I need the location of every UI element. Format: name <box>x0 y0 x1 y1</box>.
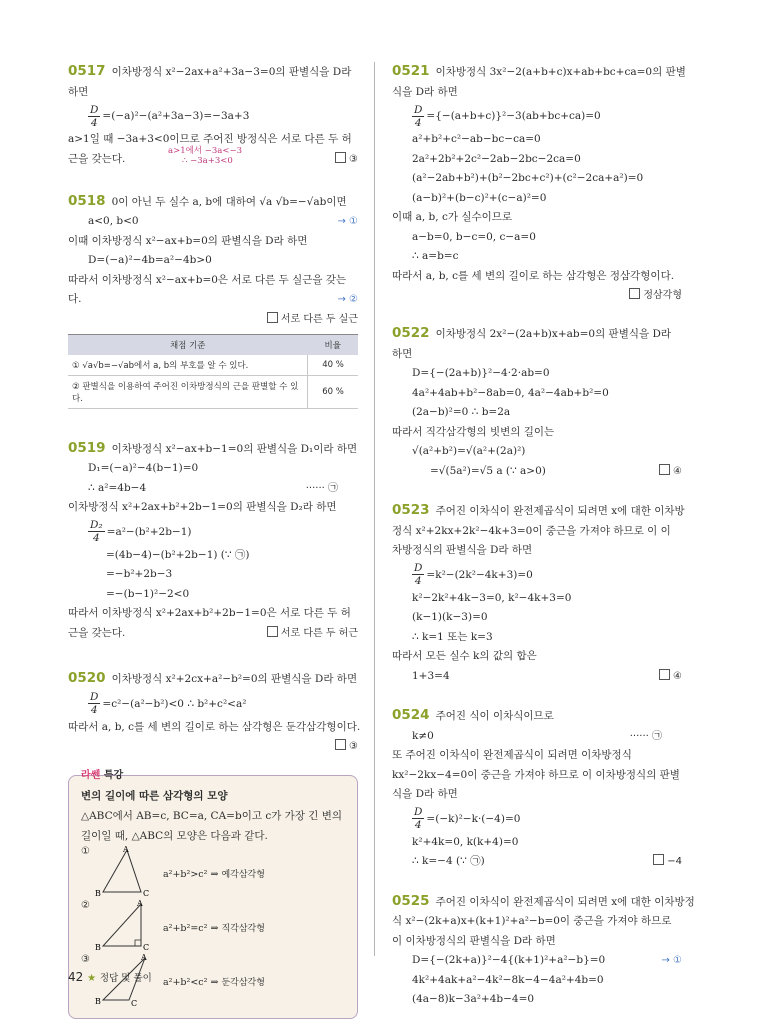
text-line: 이차방정식 x²−ax+b−1=0의 판별식을 D₁이라 하면 <box>111 442 358 455</box>
text-line: 이차방정식 2x²−(2a+b)x+ab=0의 판별식을 D라 <box>435 328 672 340</box>
text-line: 이차방정식 x²+2cx+a²−b²=0의 판별식을 D라 하면 <box>111 673 358 685</box>
text-line: a>1일 때 −3a+3<0이므로 주어진 방정식은 서로 다른 두 허 <box>68 133 352 145</box>
condition: a²+b²>c² ⇒ 예각삼각형 <box>163 868 265 880</box>
text-line: 식 x²−(2k+a)x+(k+1)²+a²−b=0이 중근을 가져야 하므로 <box>392 915 672 927</box>
equation: =−(b−1)²−2<0 <box>106 587 190 600</box>
equation: =a²−(b²+2b−1) <box>106 525 192 538</box>
text-line: 0이 아닌 두 실수 a, b에 대하여 √a √b=−√ab이면 <box>111 195 347 208</box>
text-line: 이 이차방정식의 판별식을 D라 하면 <box>392 934 556 947</box>
answer-box-icon <box>335 739 346 750</box>
equation: ∴ a²=4b−4 <box>88 481 147 494</box>
triangle-obtuse: ③ A B C a²+b²<c² ⇒ 둔각삼각형 <box>81 954 265 1008</box>
table-row: ② 판별식을 이용하여 주어진 이차방정식의 근을 판별할 수 있다. 60 % <box>68 375 358 408</box>
left-column <box>68 62 361 1019</box>
fraction: $\frac{D}{4}$ <box>90 691 99 716</box>
text-line: 따라서 모든 실수 k의 값의 합은 <box>392 650 537 662</box>
equation: (a²−2ab+b²)+(b²−2bc+c²)+(c²−2ca+a²)=0 <box>412 172 644 184</box>
step-marker: → ② <box>337 294 358 305</box>
problem-number: 0519 <box>68 439 106 456</box>
page-number: 42 <box>68 970 84 984</box>
page-footer <box>68 970 152 984</box>
equation: =k²−(2k²−4k+3)=0 <box>426 568 533 581</box>
text-line: 하면 <box>392 347 413 360</box>
problem-number: 0521 <box>392 63 430 79</box>
problem-0525 <box>392 892 695 1010</box>
text-line: 차방정식의 판별식을 D라 하면 <box>392 544 533 556</box>
equation: =−b²+2b−3 <box>106 568 173 580</box>
fraction: $\frac{D}{4}$ <box>414 806 423 831</box>
text-line: 정식 x²+2kx+2k²−4k+3=0이 중근을 가져야 하므로 이 이 <box>392 524 671 537</box>
problem-0523 <box>392 501 685 686</box>
equation: D₁=(−a)²−4(b−1)=0 <box>88 462 199 474</box>
problem-0524 <box>392 706 682 872</box>
problem-0520 <box>68 669 361 755</box>
footer-label: 정답 및 풀이 <box>99 973 152 984</box>
equation: a−b=0, b−c=0, c−a=0 <box>412 230 536 243</box>
problem-number: 0523 <box>392 502 430 518</box>
text-line: 길이일 때, △ABC의 모양은 다음과 같다. <box>81 829 268 842</box>
equation: ∴ k=1 또는 k=3 <box>412 630 493 643</box>
equation: ∴ k=−4 (∵ ㉠) <box>412 855 485 867</box>
equation: =√(5a²)=√5 a (∵ a>0) <box>430 464 546 477</box>
answer-box-icon <box>653 854 664 865</box>
svg-text:A: A <box>141 954 147 962</box>
text-line: 주어진 식이 이차식이므로 <box>435 710 554 722</box>
text-line: 따라서 이차방정식 x²−ax+b=0은 서로 다른 두 실근을 갖는 <box>68 273 347 286</box>
problem-0521 <box>392 62 686 304</box>
acute-triangle-icon <box>95 846 155 900</box>
svg-text:C: C <box>143 943 150 952</box>
equation-marker: ······ ㉠ <box>305 482 338 494</box>
equation: (4a−8)k−3a²+4b−4=0 <box>412 993 535 1005</box>
equation: (k−1)(k−3)=0 <box>412 611 488 623</box>
equation: k²−2k²+4k−3=0, k²−4k+3=0 <box>412 591 572 604</box>
problem-0522 <box>392 324 682 481</box>
fraction: $\frac{D}{4}$ <box>414 103 423 129</box>
step-marker: → ① <box>661 955 682 966</box>
text-line: 하면 <box>68 85 89 98</box>
problem-0519 <box>68 439 358 644</box>
text-line: 따라서 a, b, c를 세 변의 길이로 하는 삼각형은 정삼각형이다. <box>392 269 675 282</box>
equation: ∴ a=b=c <box>412 250 459 262</box>
equation: D={−(2a+b)}²−4·2·ab=0 <box>412 367 550 379</box>
condition: a²+b²<c² ⇒ 둔각삼각형 <box>163 976 265 988</box>
answer-box-icon <box>659 464 670 475</box>
problem-number: 0518 <box>68 192 106 209</box>
problem-number: 0517 <box>68 63 106 79</box>
text-line: 따라서 직각삼각형의 빗변의 길이는 <box>392 425 555 438</box>
svg-text:B: B <box>95 943 101 952</box>
problem-number: 0522 <box>392 325 430 341</box>
step-marker: → ① <box>337 216 358 227</box>
table-row: ① √a√b=−√ab에서 a, b의 부호를 알 수 있다. 40 % <box>68 355 358 376</box>
equation: 2a²+2b²+2c²−2ab−2bc−2ca=0 <box>412 152 581 165</box>
triangle-acute: ① A B C a²+b²>c² ⇒ 예각삼각형 <box>81 846 265 898</box>
equation: =(4b−4)−(b²+2b−1) (∵ ㉠) <box>106 548 250 561</box>
grading-table <box>68 334 358 409</box>
answer-box-icon <box>267 626 278 637</box>
answer: ③ <box>335 150 358 170</box>
answer: ④ <box>659 462 682 482</box>
table-header: 비율 <box>308 334 359 355</box>
equation: 4k²+4ak+a²−4k²−8k−4−4a²+4b=0 <box>412 973 604 986</box>
right-column <box>392 62 695 1030</box>
answer: −4 <box>653 852 682 872</box>
equation: k≠0 <box>412 729 434 742</box>
answer: ③ <box>335 737 358 757</box>
equation: =c²−(a²−b²)<0 ∴ b²+c²<a² <box>102 697 247 710</box>
text-line: 주어진 이차식이 완전제곱식이 되려면 x에 대한 이차방 <box>435 505 685 517</box>
answer: 서로 다른 두 허근 <box>267 624 358 644</box>
text-line: 따라서 a, b, c를 세 변의 길이로 하는 삼각형은 둔각삼각형이다. <box>68 720 361 733</box>
text-line: 주어진 이차식이 완전제곱식이 되려면 x에 대한 이차방정 <box>435 895 695 908</box>
problem-0518 <box>68 192 358 409</box>
svg-text:A: A <box>123 846 129 854</box>
special-tag: 라쎈 특강 <box>81 770 124 781</box>
equation: k²+4k=0, k(k+4)=0 <box>412 835 519 848</box>
right-triangle-icon <box>95 900 155 954</box>
text-line: 이차방정식 x²+2ax+b²+2b−1=0의 판별식을 D₂라 하면 <box>68 501 337 513</box>
answer-box-icon <box>267 312 278 323</box>
text-line: △ABC에서 AB=c, BC=a, CA=b이고 c가 가장 긴 변의 <box>81 810 343 822</box>
answer-box-icon <box>335 152 346 163</box>
equation: D=(−a)²−4b=a²−4b>0 <box>88 254 212 266</box>
text-line: 이차방정식 x²−2ax+a²+3a−3=0의 판별식을 D라 <box>111 66 352 78</box>
answer: 정삼각형 <box>629 286 682 306</box>
equation: ={−(a+b+c)}²−3(ab+bc+ca)=0 <box>426 110 601 122</box>
margin-note: a>1에서 −3a<−3 ∴ −3a+3<0 <box>168 145 242 166</box>
answer: 서로 다른 두 실근 <box>267 310 358 330</box>
text-line: 또 주어진 이차식이 완전제곱식이 되려면 이차방정식 <box>392 749 632 761</box>
text-line: 근을 갖는다. <box>68 626 126 639</box>
text-line: 다. <box>68 293 82 305</box>
equation: a<0, b<0 <box>88 215 139 227</box>
text-line: 근을 갖는다. <box>68 152 126 165</box>
equation: (a−b)²+(b−c)²+(c−a)²=0 <box>412 191 547 204</box>
box-title: 변의 길이에 따른 삼각형의 모양 <box>81 790 228 802</box>
svg-text:A: A <box>137 900 143 908</box>
equation: 1+3=4 <box>412 669 450 682</box>
text-line: 따라서 이차방정식 x²+2ax+b²+2b−1=0은 서로 다른 두 허 <box>68 607 351 619</box>
text-line: 이차방정식 3x²−2(a+b+c)x+ab+bc+ca=0의 판별 <box>435 66 686 78</box>
svg-text:C: C <box>131 999 138 1008</box>
svg-text:B: B <box>95 997 101 1006</box>
svg-text:C: C <box>143 889 150 898</box>
equation: √(a²+b²)=√(a²+(2a)²) <box>412 445 526 457</box>
equation: =(−a)²−(a²+3a−3)=−3a+3 <box>102 110 250 122</box>
problem-number: 0520 <box>68 670 106 686</box>
star-icon: ★ <box>87 973 97 984</box>
fraction: $\frac{\text{D₂}}{4}$ <box>90 519 103 544</box>
text-line: kx²−2kx−4=0이 중근을 가져야 하므로 이 이차방정식의 판별 <box>392 768 680 781</box>
column-divider <box>374 62 375 956</box>
answer: ④ <box>659 667 682 687</box>
answer-box-icon <box>629 288 640 299</box>
problem-number: 0524 <box>392 707 430 723</box>
equation: D={−(2k+a)}²−4{(k+1)²+a²−b}=0 <box>412 954 606 966</box>
answer-box-icon <box>659 669 670 680</box>
equation: a²+b²+c²−ab−bc−ca=0 <box>412 133 541 145</box>
triangle-right: ② A B C a²+b²=c² ⇒ 직각삼각형 <box>81 900 265 952</box>
text-line: 이때 a, b, c가 실수이므로 <box>392 211 513 223</box>
problem-number: 0525 <box>392 892 430 909</box>
text-line: 식을 D라 하면 <box>392 788 458 800</box>
svg-text:B: B <box>95 889 101 898</box>
fraction: $\frac{D}{4}$ <box>90 103 99 129</box>
fraction: $\frac{D}{4}$ <box>414 562 423 587</box>
problem-0517 <box>68 62 358 172</box>
text-line: 이때 이차방정식 x²−ax+b=0의 판별식을 D라 하면 <box>68 234 308 247</box>
equation: 4a²+4ab+b²−8ab=0, 4a²−4ab+b²=0 <box>412 386 609 399</box>
table-header: 채점 기준 <box>68 334 308 355</box>
condition: a²+b²=c² ⇒ 직각삼각형 <box>163 922 265 934</box>
equation-marker: ······ ㉠ <box>629 730 662 742</box>
equation: =(−k)²−k·(−4)=0 <box>426 812 521 825</box>
equation: (2a−b)²=0 ∴ b=2a <box>412 406 511 418</box>
text-line: 식을 D라 하면 <box>392 85 458 98</box>
